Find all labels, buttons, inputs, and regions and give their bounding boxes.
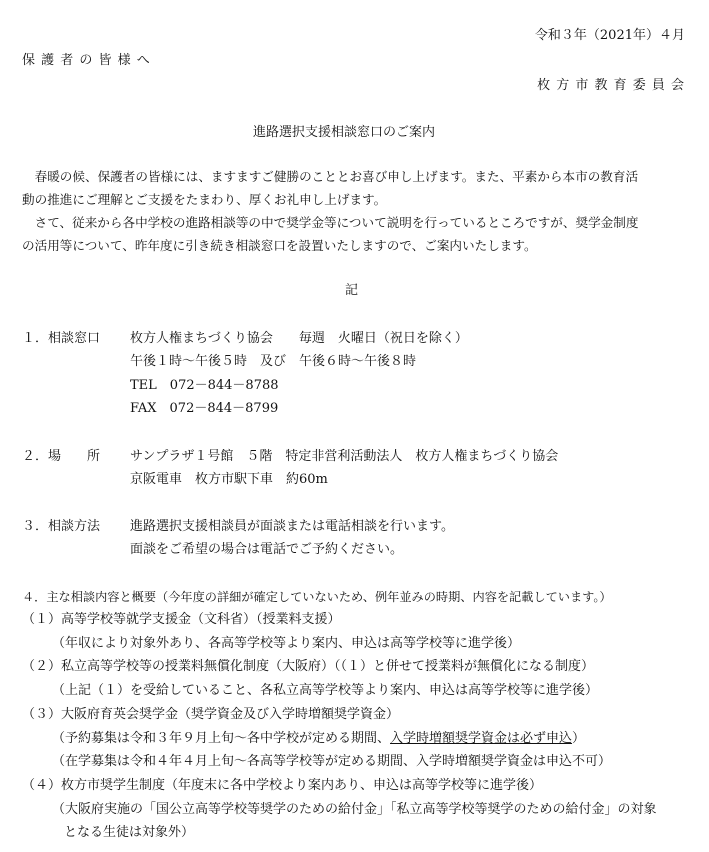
section-4-item-3-note-2: （在学募集は令和４年４月上旬～各高等学校等が定める期間、入学時増額奨学資金は申込不可） xyxy=(52,754,612,769)
intro-paragraph-1-line-2: 動の推進にご理解とご支援をたまわり、厚くお礼申し上げます。 xyxy=(22,192,387,207)
section-4-heading: ４．主な相談内容と概要（今年度の詳細が確定していないため、例年並みの時期、内容を記載しています。） xyxy=(22,590,612,604)
section-2-line-1: サンプラザ１号館 ５階 特定非営利活動法人 枚方人権まちづくり協会 xyxy=(130,449,559,464)
section-3-line-2: 面談をご希望の場合は電話でご予約ください。 xyxy=(130,542,404,557)
item-3-note-1-prefix: （予約募集は令和３年９月上旬～各中学校が定める期間、 xyxy=(52,731,391,746)
recipient-line: 保 護 者 の 皆 様 へ xyxy=(22,53,151,68)
section-4-item-4-note-1: （大阪府実施の「国公立高等学校等奨学のための給付金」「私立高等学校等奨学のための給付金」の対象 xyxy=(52,802,657,817)
sender-line: 枚 方 市 教 育 委 員 会 xyxy=(537,78,685,93)
issue-date: 令和３年（2021年）４月 xyxy=(534,28,685,43)
section-4-item-3-title: （３）大阪府育英会奨学金（奨学資金及び入学時増額奨学資金） xyxy=(22,707,400,722)
item-3-note-1-suffix: ） xyxy=(572,731,586,746)
intro-paragraph-1-line-1: 春暖の候、保護者の皆様には、ますますご健勝のこととお喜び申し上げます。また、平素から本市の教育活 xyxy=(22,169,639,184)
section-1-line-2: 午後１時～午後５時 及び 午後６時～午後８時 xyxy=(130,354,417,369)
section-2-line-2: 京阪電車 枚方市駅下車 約60m xyxy=(130,472,328,487)
intro-paragraph-2-line-1: さて、従来から各中学校の進路相談等の中で奨学金等について説明を行っているところですが、奨学金制度 xyxy=(22,215,639,230)
section-4-item-1-note: （年収により対象外あり、各高等学校等より案内、申込は高等学校等に進学後） xyxy=(52,636,521,651)
section-1-fax: FAX 072－844－8799 xyxy=(130,401,279,416)
section-3-line-1: 進路選択支援相談員が面談または電話相談を行います。 xyxy=(130,519,454,534)
section-1-tel: TEL 072－844－8788 xyxy=(130,378,279,393)
section-4-item-4-note-2: となる生徒は対象外） xyxy=(64,825,195,840)
section-4-item-2-note: （上記（１）を受給していること、各私立高等学校等より案内、申込は高等学校等に進学後） xyxy=(52,683,599,698)
document-title: 進路選択支援相談窓口のご案内 xyxy=(253,125,436,140)
section-1-label: １．相談窓口 xyxy=(22,331,101,346)
section-2-label: ２．場 所 xyxy=(22,449,101,464)
item-3-note-1-underlined: 入学時増額奨学資金は必ず申込 xyxy=(390,731,573,746)
section-4-item-1-title: （１）高等学校等就学支援金（文科省）（授業料支援） xyxy=(22,612,341,627)
section-4-item-3-note-1 xyxy=(52,730,585,748)
section-1-line-1: 枚方人権まちづくり協会 毎週 火曜日（祝日を除く） xyxy=(130,331,468,346)
section-4-item-4-title: （４）枚方市奨学生制度（年度末に各中学校より案内あり、申込は高等学校等に進学後） xyxy=(22,778,543,793)
intro-paragraph-2-line-2: の活用等について、昨年度に引き続き相談窓口を設置いたしますので、ご案内いたします。 xyxy=(22,238,537,253)
section-4-item-2-title: （２）私立高等学校等の授業料無償化制度（大阪府）（（１）と併せて授業料が無償化になる制度） xyxy=(22,659,595,674)
ki-heading: 記 xyxy=(345,283,359,298)
section-3-label: ３．相談方法 xyxy=(22,519,101,534)
